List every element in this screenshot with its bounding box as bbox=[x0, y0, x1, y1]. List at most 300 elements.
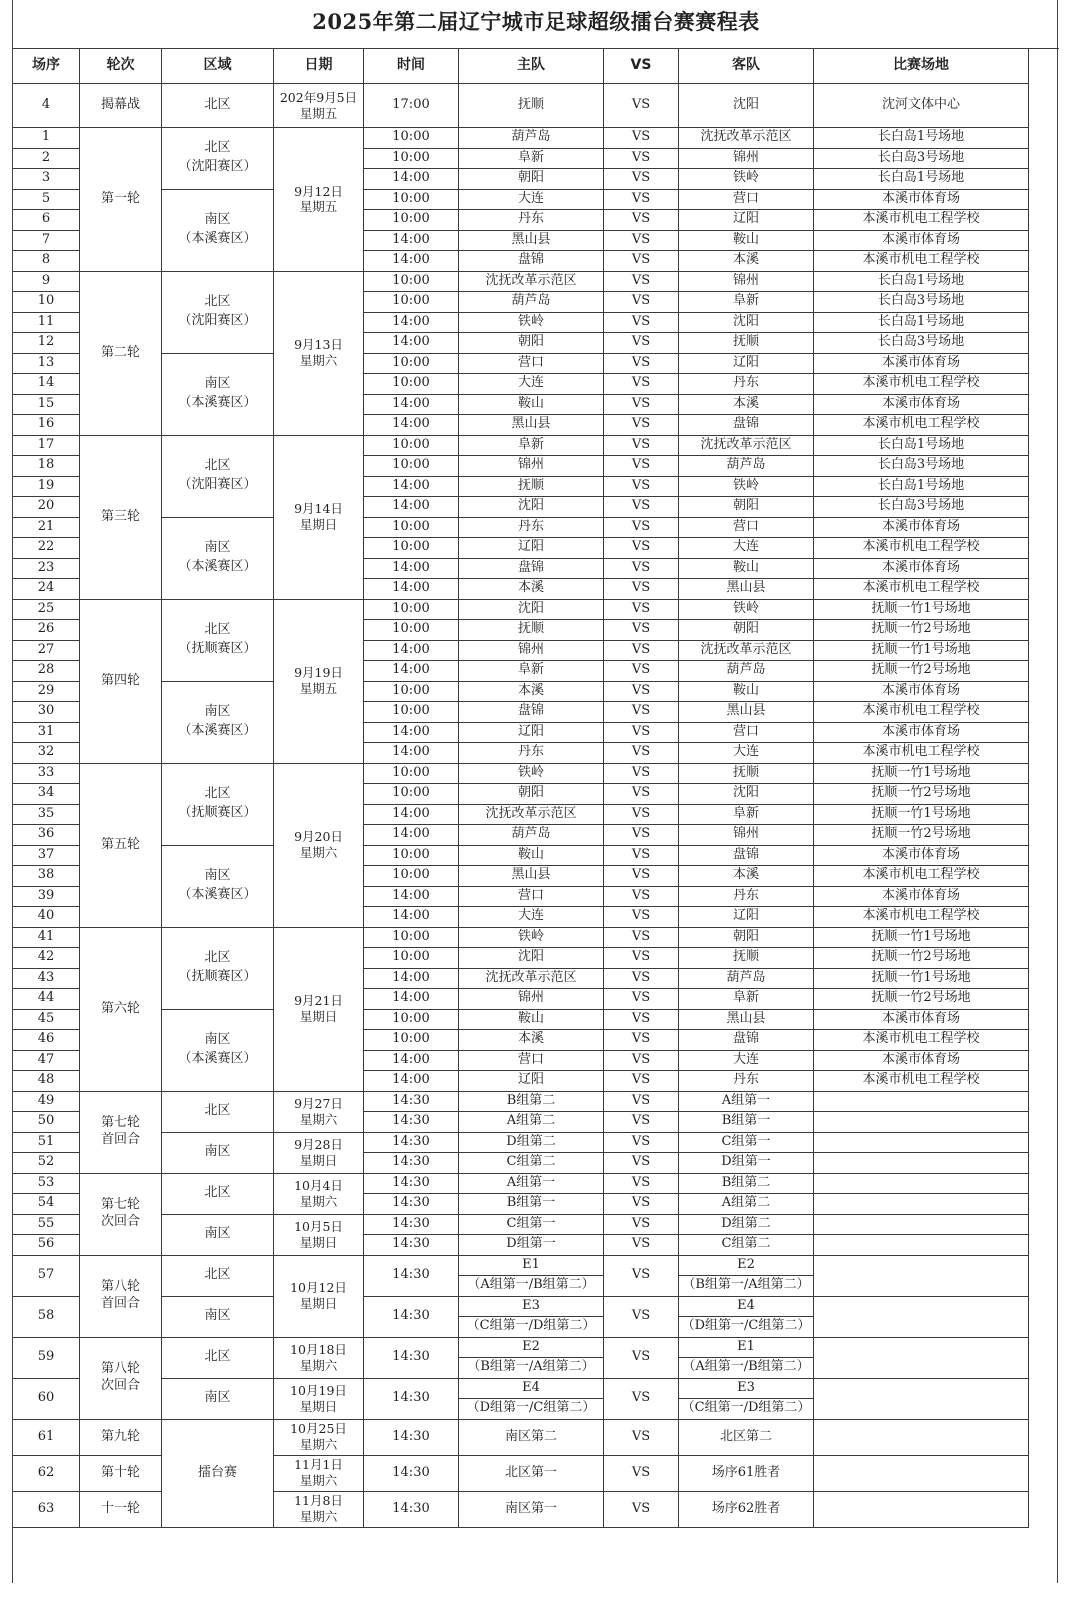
match-no: 11 bbox=[13, 313, 80, 334]
home-team: 锦州 bbox=[459, 989, 604, 1010]
zone-south-line-2: （本溪赛区） bbox=[178, 1051, 257, 1066]
away-team: 抚顺 bbox=[679, 764, 814, 785]
match-no: 40 bbox=[13, 907, 80, 928]
away-team-detail: （C组第一/D组第二） bbox=[679, 1399, 814, 1420]
header-away: 客队 bbox=[679, 48, 814, 84]
round-label: 第十轮 bbox=[80, 1456, 162, 1492]
venue bbox=[814, 1215, 1029, 1236]
venue: 抚顺一竹1号场地 bbox=[814, 600, 1029, 621]
away-team: 沈抚改革示范区 bbox=[679, 641, 814, 662]
vs-label: VS bbox=[604, 395, 679, 416]
match-time: 14:30 bbox=[364, 1297, 459, 1338]
venue bbox=[814, 1379, 1029, 1420]
away-team: 辽阳 bbox=[679, 354, 814, 375]
match-time: 14:00 bbox=[364, 887, 459, 908]
away-team: 朝阳 bbox=[679, 928, 814, 949]
vs-label: VS bbox=[604, 764, 679, 785]
away-team: 锦州 bbox=[679, 825, 814, 846]
home-team: 盘锦 bbox=[459, 702, 604, 723]
match-no: 13 bbox=[13, 354, 80, 375]
away-team-detail: （B组第一/A组第二） bbox=[679, 1276, 814, 1297]
round-label: 第三轮 bbox=[80, 436, 162, 600]
match-time: 14:00 bbox=[364, 415, 459, 436]
match-no: 46 bbox=[13, 1030, 80, 1051]
away-team: 大连 bbox=[679, 538, 814, 559]
away-team: 本溪 bbox=[679, 251, 814, 272]
header-round: 轮次 bbox=[80, 48, 162, 84]
match-date-line-1: 9月21日 bbox=[294, 993, 343, 1009]
venue: 抚顺一竹2号场地 bbox=[814, 661, 1029, 682]
away-team: 北区第二 bbox=[679, 1420, 814, 1456]
zone-south-line-1: 南区 bbox=[204, 212, 231, 228]
header-home: 主队 bbox=[459, 48, 604, 84]
away-team: 丹东 bbox=[679, 1071, 814, 1092]
home-team: 沈抚改革示范区 bbox=[459, 805, 604, 826]
match-no: 60 bbox=[13, 1379, 80, 1420]
home-team: 本溪 bbox=[459, 579, 604, 600]
home-team: 营口 bbox=[459, 1051, 604, 1072]
vs-label: VS bbox=[604, 190, 679, 211]
away-team: 锦州 bbox=[679, 149, 814, 170]
match-no: 8 bbox=[13, 251, 80, 272]
match-time: 10:00 bbox=[364, 1010, 459, 1031]
match-time: 14:00 bbox=[364, 251, 459, 272]
away-team: B组第二 bbox=[679, 1174, 814, 1195]
away-team-detail: （D组第一/C组第二） bbox=[679, 1317, 814, 1338]
venue: 本溪市机电工程学校 bbox=[814, 251, 1029, 272]
match-date bbox=[274, 128, 364, 272]
match-time: 14:30 bbox=[364, 1420, 459, 1456]
match-date-line-2: 星期日 bbox=[299, 1234, 338, 1250]
venue: 抚顺一竹2号场地 bbox=[814, 784, 1029, 805]
match-no: 5 bbox=[13, 190, 80, 211]
zone-north bbox=[162, 600, 274, 682]
match-time: 10:00 bbox=[364, 866, 459, 887]
home-team: 本溪 bbox=[459, 1030, 604, 1051]
vs-label: VS bbox=[604, 661, 679, 682]
vs-label: VS bbox=[604, 1338, 679, 1379]
round-label-line-1: 第八轮 bbox=[100, 1361, 140, 1377]
match-no: 37 bbox=[13, 846, 80, 867]
match-time: 10:00 bbox=[364, 538, 459, 559]
round-label-line-1: 第八轮 bbox=[100, 1279, 140, 1295]
home-team: 抚顺 bbox=[459, 84, 604, 128]
venue bbox=[814, 1256, 1029, 1297]
match-time: 14:30 bbox=[364, 1256, 459, 1297]
match-no: 61 bbox=[13, 1420, 80, 1456]
round-label: 第九轮 bbox=[80, 1420, 162, 1456]
vs-label: VS bbox=[604, 1010, 679, 1031]
vs-label: VS bbox=[604, 784, 679, 805]
match-no: 29 bbox=[13, 682, 80, 703]
match-date-line-2: 星期日 bbox=[299, 1296, 338, 1311]
round-label-line-2: 次回合 bbox=[100, 1214, 140, 1229]
away-team: 本溪 bbox=[679, 395, 814, 416]
match-no: 36 bbox=[13, 825, 80, 846]
match-time: 14:00 bbox=[364, 579, 459, 600]
match-time: 14:00 bbox=[364, 661, 459, 682]
home-team: 沈抚改革示范区 bbox=[459, 272, 604, 293]
venue: 本溪市机电工程学校 bbox=[814, 210, 1029, 231]
zone-label: 北区 bbox=[162, 1174, 274, 1215]
home-team: 铁岭 bbox=[459, 313, 604, 334]
zone-north-line-1: 北区 bbox=[204, 458, 231, 474]
match-no: 34 bbox=[13, 784, 80, 805]
match-time: 14:00 bbox=[364, 969, 459, 990]
match-date-line-1: 9月13日 bbox=[294, 337, 343, 353]
away-team: 黑山县 bbox=[679, 702, 814, 723]
zone-north-line-2: （抚顺赛区） bbox=[178, 641, 257, 656]
home-team: A组第二 bbox=[459, 1112, 604, 1133]
match-date bbox=[274, 436, 364, 600]
vs-label: VS bbox=[604, 84, 679, 128]
venue: 本溪市体育场 bbox=[814, 723, 1029, 744]
zone-label: 北区 bbox=[162, 1338, 274, 1379]
header-time: 时间 bbox=[364, 48, 459, 84]
round-label: 十一轮 bbox=[80, 1492, 162, 1528]
match-time: 10:00 bbox=[364, 354, 459, 375]
match-time: 14:00 bbox=[364, 231, 459, 252]
schedule-page bbox=[12, 0, 1058, 1583]
away-team: 鞍山 bbox=[679, 682, 814, 703]
home-team: 黑山县 bbox=[459, 231, 604, 252]
vs-label: VS bbox=[604, 1379, 679, 1420]
vs-label: VS bbox=[604, 1297, 679, 1338]
venue: 沈河文体中心 bbox=[814, 84, 1029, 128]
venue bbox=[814, 1174, 1029, 1195]
match-time: 10:00 bbox=[364, 948, 459, 969]
zone-north-line-2: （抚顺赛区） bbox=[178, 805, 257, 820]
away-team: E3 bbox=[679, 1379, 814, 1400]
match-time: 14:00 bbox=[364, 907, 459, 928]
header-date: 日期 bbox=[274, 48, 364, 84]
vs-label: VS bbox=[604, 1215, 679, 1236]
match-date-line-1: 10月19日 bbox=[290, 1382, 347, 1398]
round-label-line-1: 第七轮 bbox=[100, 1115, 140, 1131]
match-date-line-2: 星期日 bbox=[299, 1009, 338, 1024]
match-time: 14:30 bbox=[364, 1456, 459, 1492]
match-no: 56 bbox=[13, 1235, 80, 1256]
vs-label: VS bbox=[604, 969, 679, 990]
zone-south-line-2: （本溪赛区） bbox=[178, 559, 257, 574]
home-team: 营口 bbox=[459, 887, 604, 908]
match-no: 9 bbox=[13, 272, 80, 293]
match-no: 38 bbox=[13, 866, 80, 887]
match-time: 10:00 bbox=[364, 272, 459, 293]
home-team: 丹东 bbox=[459, 518, 604, 539]
home-team: 丹东 bbox=[459, 743, 604, 764]
home-team: C组第一 bbox=[459, 1215, 604, 1236]
match-no: 23 bbox=[13, 559, 80, 580]
match-date bbox=[274, 84, 364, 128]
vs-label: VS bbox=[604, 1174, 679, 1195]
match-time: 10:00 bbox=[364, 518, 459, 539]
match-date bbox=[274, 272, 364, 436]
venue: 本溪市机电工程学校 bbox=[814, 415, 1029, 436]
venue: 抚顺一竹1号场地 bbox=[814, 764, 1029, 785]
match-time: 14:00 bbox=[364, 1051, 459, 1072]
match-date-line-2: 星期六 bbox=[299, 845, 338, 860]
match-date bbox=[274, 1092, 364, 1133]
venue: 长白岛1号场地 bbox=[814, 128, 1029, 149]
vs-label: VS bbox=[604, 374, 679, 395]
away-team: 辽阳 bbox=[679, 907, 814, 928]
away-team: 盘锦 bbox=[679, 846, 814, 867]
match-date-line-2: 星期五 bbox=[299, 105, 338, 121]
match-date-line-1: 10月25日 bbox=[290, 1421, 347, 1437]
venue: 本溪市机电工程学校 bbox=[814, 866, 1029, 887]
match-no: 17 bbox=[13, 436, 80, 457]
zone-label: 北区 bbox=[162, 84, 274, 128]
venue: 本溪市机电工程学校 bbox=[814, 702, 1029, 723]
away-team: 朝阳 bbox=[679, 620, 814, 641]
venue: 长白岛1号场地 bbox=[814, 272, 1029, 293]
match-time: 10:00 bbox=[364, 190, 459, 211]
vs-label: VS bbox=[604, 477, 679, 498]
match-no: 58 bbox=[13, 1297, 80, 1338]
match-date-line-1: 10月12日 bbox=[290, 1280, 347, 1296]
match-date-line-1: 9月27日 bbox=[294, 1095, 343, 1111]
venue: 抚顺一竹1号场地 bbox=[814, 928, 1029, 949]
zone-north-line-2: （沈阳赛区） bbox=[178, 313, 257, 328]
match-no: 47 bbox=[13, 1051, 80, 1072]
venue: 本溪市机电工程学校 bbox=[814, 579, 1029, 600]
zone-north-line-1: 北区 bbox=[204, 786, 231, 802]
vs-label: VS bbox=[604, 1235, 679, 1256]
away-team: 鞍山 bbox=[679, 231, 814, 252]
match-no: 62 bbox=[13, 1456, 80, 1492]
away-team: 抚顺 bbox=[679, 333, 814, 354]
venue: 长白岛1号场地 bbox=[814, 436, 1029, 457]
vs-label: VS bbox=[604, 989, 679, 1010]
match-no: 42 bbox=[13, 948, 80, 969]
home-team: 本溪 bbox=[459, 682, 604, 703]
match-date-line-1: 9月14日 bbox=[294, 501, 343, 517]
venue: 本溪市体育场 bbox=[814, 518, 1029, 539]
venue: 抚顺一竹1号场地 bbox=[814, 805, 1029, 826]
match-time: 10:00 bbox=[364, 292, 459, 313]
match-date bbox=[274, 764, 364, 928]
zone-north-line-2: （抚顺赛区） bbox=[178, 969, 257, 984]
zone-north bbox=[162, 128, 274, 190]
zone-south-line-2: （本溪赛区） bbox=[178, 887, 257, 902]
venue: 本溪市体育场 bbox=[814, 846, 1029, 867]
match-no: 54 bbox=[13, 1194, 80, 1215]
vs-label: VS bbox=[604, 723, 679, 744]
round-label: 第二轮 bbox=[80, 272, 162, 436]
vs-label: VS bbox=[604, 1420, 679, 1456]
zone-north-line-2: （沈阳赛区） bbox=[178, 477, 257, 492]
match-date bbox=[274, 1456, 364, 1492]
match-date-line-1: 9月19日 bbox=[294, 665, 343, 681]
match-no: 27 bbox=[13, 641, 80, 662]
vs-label: VS bbox=[604, 231, 679, 252]
vs-label: VS bbox=[604, 1071, 679, 1092]
match-time: 14:00 bbox=[364, 477, 459, 498]
round-label bbox=[80, 1092, 162, 1174]
away-team: 铁岭 bbox=[679, 477, 814, 498]
home-team: 阜新 bbox=[459, 149, 604, 170]
home-team: E1 bbox=[459, 1256, 604, 1277]
home-team: 南区第一 bbox=[459, 1492, 604, 1528]
match-no: 15 bbox=[13, 395, 80, 416]
away-team: 葫芦岛 bbox=[679, 661, 814, 682]
match-no: 35 bbox=[13, 805, 80, 826]
match-date bbox=[274, 928, 364, 1092]
zone-south bbox=[162, 518, 274, 600]
match-no: 18 bbox=[13, 456, 80, 477]
venue: 长白岛1号场地 bbox=[814, 313, 1029, 334]
round-label: 揭幕战 bbox=[80, 84, 162, 128]
vs-label: VS bbox=[604, 1456, 679, 1492]
home-team: 辽阳 bbox=[459, 723, 604, 744]
home-team: 阜新 bbox=[459, 436, 604, 457]
home-team: 黑山县 bbox=[459, 866, 604, 887]
match-no: 51 bbox=[13, 1133, 80, 1154]
match-no: 41 bbox=[13, 928, 80, 949]
venue: 本溪市机电工程学校 bbox=[814, 907, 1029, 928]
away-team: 阜新 bbox=[679, 805, 814, 826]
match-date-line-1: 202年9月5日 bbox=[279, 89, 358, 105]
match-time: 10:00 bbox=[364, 456, 459, 477]
match-date bbox=[274, 1256, 364, 1338]
match-date bbox=[274, 1133, 364, 1174]
match-no: 50 bbox=[13, 1112, 80, 1133]
match-no: 19 bbox=[13, 477, 80, 498]
vs-label: VS bbox=[604, 1133, 679, 1154]
away-team: 铁岭 bbox=[679, 169, 814, 190]
zone-south bbox=[162, 846, 274, 928]
home-team: 北区第一 bbox=[459, 1456, 604, 1492]
home-team: 辽阳 bbox=[459, 1071, 604, 1092]
away-team: A组第二 bbox=[679, 1194, 814, 1215]
match-date-line-1: 9月20日 bbox=[294, 829, 343, 845]
match-time: 10:00 bbox=[364, 846, 459, 867]
match-time: 10:00 bbox=[364, 682, 459, 703]
zone-north-line-1: 北区 bbox=[204, 294, 231, 310]
header-zone: 区域 bbox=[162, 48, 274, 84]
match-time: 10:00 bbox=[364, 702, 459, 723]
away-team: 阜新 bbox=[679, 292, 814, 313]
zone-south bbox=[162, 1010, 274, 1092]
vs-label: VS bbox=[604, 805, 679, 826]
header-venue: 比赛场地 bbox=[814, 48, 1029, 84]
match-time: 14:00 bbox=[364, 559, 459, 580]
match-no: 45 bbox=[13, 1010, 80, 1031]
zone-label: 北区 bbox=[162, 1092, 274, 1133]
venue: 本溪市体育场 bbox=[814, 682, 1029, 703]
home-team: 鞍山 bbox=[459, 846, 604, 867]
away-team: 营口 bbox=[679, 723, 814, 744]
match-time: 10:00 bbox=[364, 128, 459, 149]
match-no: 16 bbox=[13, 415, 80, 436]
venue: 本溪市体育场 bbox=[814, 231, 1029, 252]
match-time: 10:00 bbox=[364, 764, 459, 785]
away-team: 场序62胜者 bbox=[679, 1492, 814, 1528]
zone-north bbox=[162, 928, 274, 1010]
vs-label: VS bbox=[604, 415, 679, 436]
vs-label: VS bbox=[604, 866, 679, 887]
vs-label: VS bbox=[604, 1492, 679, 1528]
zone-north-line-1: 北区 bbox=[204, 140, 231, 156]
match-date-line-2: 星期五 bbox=[299, 681, 338, 696]
match-date-line-2: 星期六 bbox=[299, 1193, 338, 1209]
match-time: 14:00 bbox=[364, 723, 459, 744]
venue: 长白岛3号场地 bbox=[814, 292, 1029, 313]
home-team: B组第一 bbox=[459, 1194, 604, 1215]
match-no: 48 bbox=[13, 1071, 80, 1092]
match-no: 22 bbox=[13, 538, 80, 559]
home-team: C组第二 bbox=[459, 1153, 604, 1174]
home-team: 葫芦岛 bbox=[459, 292, 604, 313]
round-label-line-2: 首回合 bbox=[100, 1132, 140, 1147]
home-team: 黑山县 bbox=[459, 415, 604, 436]
away-team: C组第二 bbox=[679, 1235, 814, 1256]
zone-south-line-2: （本溪赛区） bbox=[178, 231, 257, 246]
away-team: 盘锦 bbox=[679, 1030, 814, 1051]
venue: 本溪市体育场 bbox=[814, 559, 1029, 580]
home-team: 锦州 bbox=[459, 456, 604, 477]
vs-label: VS bbox=[604, 518, 679, 539]
vs-label: VS bbox=[604, 1194, 679, 1215]
match-time: 14:00 bbox=[364, 825, 459, 846]
match-date-line-2: 星期六 bbox=[299, 1357, 338, 1373]
away-team: 朝阳 bbox=[679, 497, 814, 518]
match-no: 12 bbox=[13, 333, 80, 354]
home-team: 辽阳 bbox=[459, 538, 604, 559]
round-label: 第五轮 bbox=[80, 764, 162, 928]
away-team: 阜新 bbox=[679, 989, 814, 1010]
venue bbox=[814, 1153, 1029, 1174]
match-date-line-2: 星期日 bbox=[299, 517, 338, 532]
vs-label: VS bbox=[604, 682, 679, 703]
match-time: 14:30 bbox=[364, 1133, 459, 1154]
match-time: 10:00 bbox=[364, 620, 459, 641]
vs-label: VS bbox=[604, 559, 679, 580]
match-date bbox=[274, 1420, 364, 1456]
vs-label: VS bbox=[604, 292, 679, 313]
match-date-line-1: 11月8日 bbox=[294, 1493, 343, 1509]
zone-label: 南区 bbox=[162, 1133, 274, 1174]
match-time: 14:00 bbox=[364, 497, 459, 518]
match-date-line-1: 10月5日 bbox=[294, 1218, 343, 1234]
zone-south-line-1: 南区 bbox=[204, 376, 231, 392]
home-team: 沈抚改革示范区 bbox=[459, 969, 604, 990]
match-no: 6 bbox=[13, 210, 80, 231]
match-time: 10:00 bbox=[364, 600, 459, 621]
away-team: 锦州 bbox=[679, 272, 814, 293]
match-no: 32 bbox=[13, 743, 80, 764]
zone-label: 南区 bbox=[162, 1297, 274, 1338]
venue: 本溪市机电工程学校 bbox=[814, 743, 1029, 764]
venue bbox=[814, 1456, 1029, 1492]
match-no: 10 bbox=[13, 292, 80, 313]
match-time: 10:00 bbox=[364, 784, 459, 805]
home-team: B组第二 bbox=[459, 1092, 604, 1113]
venue: 本溪市体育场 bbox=[814, 887, 1029, 908]
away-team: 盘锦 bbox=[679, 415, 814, 436]
away-team: 场序61胜者 bbox=[679, 1456, 814, 1492]
home-team: 盘锦 bbox=[459, 559, 604, 580]
vs-label: VS bbox=[604, 210, 679, 231]
match-date bbox=[274, 1215, 364, 1256]
match-time: 14:30 bbox=[364, 1338, 459, 1379]
venue bbox=[814, 1492, 1029, 1528]
vs-label: VS bbox=[604, 313, 679, 334]
vs-label: VS bbox=[604, 1153, 679, 1174]
home-team: 营口 bbox=[459, 354, 604, 375]
match-date bbox=[274, 1492, 364, 1528]
